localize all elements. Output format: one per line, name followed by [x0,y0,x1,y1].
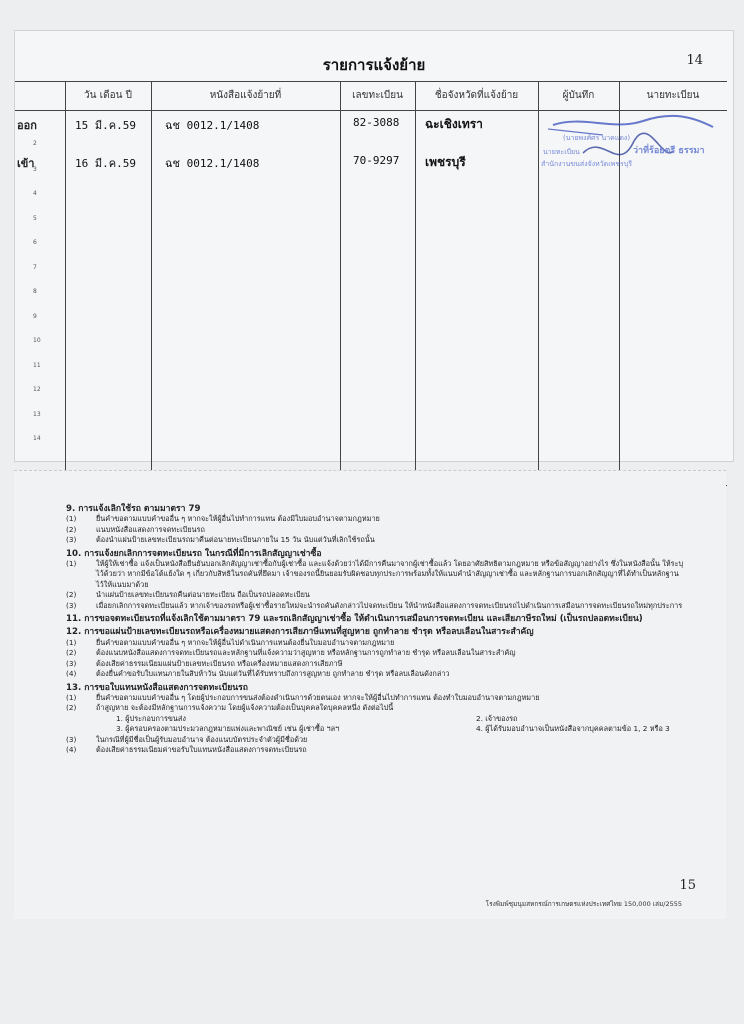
col-divider [151,82,152,485]
row-province: ฉะเชิงเทรา [425,117,483,131]
sub-list-row: 3. ผู้ครอบครองตามประมวลกฎหมายแพ่งและพาณิชย์ เช่น ผู้เช่าซื้อ ฯลฯ 4. ผู้ได้รับมอบอำนาจเป็นหนังสือจากบุคคลตามข้อ 1, 2 หรือ 3 [116,724,670,734]
list-item: (2) นำแผ่นป้ายเลขทะเบียนรถคืนต่อนายทะเบียน ถือเป็นรถปลอดทะเบียน [66,590,310,600]
row-number: 6 [33,239,37,246]
list-item: (1) ยื่นคำขอตามแบบคำขออื่น ๆ หากจะให้ผู้อื่นไปดำเนินการแทนต้องยื่นใบมอบอำนาจตามกฎหมาย [66,637,395,647]
header-date: วัน เดือน ปี [84,90,132,101]
row-number: 9 [33,313,37,320]
row-number: 5 [33,215,37,222]
row-reg: 70-9297 [353,154,400,167]
list-item: (2) ถ้าสูญหาย จะต้องมีหลักฐานการแจ้งความ โดยผู้แจ้งความต้องเป็นบุคคลใดบุคคลหนึ่ง ดังต่อไปนี้ [66,703,394,713]
row-number: 3 [33,166,37,173]
list-item: (4) ต้องเสียค่าธรรมเนียมค่าขอรับใบแทนหนังสือแสดงการจดทะเบียนรถ [66,744,307,754]
top-page [14,30,734,462]
row-number: 8 [33,288,37,295]
row-number: 12 [33,386,41,393]
stamp-name: (นายพงศ์ศร นาคแดง) [563,134,631,142]
stamp-office: สำนักงานขนส่งจังหวัดเพชรบุรี [541,160,632,168]
row-number: 7 [33,264,37,271]
row-number: 4 [33,190,37,197]
row-date: 15 มี.ค.59 [75,119,136,132]
header-divider [15,110,727,111]
list-item: (2) แนบหนังสือแสดงการจดทะเบียนรถ [66,524,205,534]
row-number: 11 [33,362,41,369]
section-title: 11. การขอจดทะเบียนรถที่แจ้งเลิกใช้ตามมาตรา 79 และรถเลิกสัญญาเช่าซื้อ ให้ดำเนินการเสมือนการจดทะเบียน และเสียภาษีรถใหม่ (เป็นรถปลอดทะเบียน) [66,614,643,625]
list-item: (4) ต้องยื่นคำขอรับใบแทนภายในสิบห้าวัน นับแต่วันที่ได้รับทราบถึงการสูญหาย ถูกทำลาย ชำรุด หรือลบเลือนดังกล่าว [66,669,450,679]
list-item: (3) ในกรณีที่ผู้มีชื่อเป็นผู้รับมอบอำนาจ ต้องแนบบัตรประจำตัวผู้มีชื่อด้วย [66,734,308,744]
row-number: 13 [33,411,41,418]
official-stamp [523,113,733,181]
row-number: 14 [33,435,41,442]
list-item: (2) ต้องแนบหนังสือแสดงการจดทะเบียนรถและหลักฐานที่แจ้งความว่าสูญหาย หรือหลักฐานการถูกทำลาย ชำรุด หรือลบเลือนในสาระสำคัญ [66,648,516,658]
header-registrar: นายทะเบียน [646,90,700,101]
section-title: 13. การขอใบแทนหนังสือแสดงการจดทะเบียนรถ [66,682,248,693]
section-title: 9. การแจ้งเลิกใช้รถ ตามมาตรา 79 [66,504,201,514]
row-number: 2 [33,140,37,147]
row-reg: 82-3088 [353,116,400,129]
list-item: (1) ยื่นคำขอตามแบบคำขออื่น ๆ โดยผู้ประกอบการขนส่งต้องดำเนินการด้วยตนเอง หากจะให้ผู้อื่นไปทำการแทน ต้องทำใบมอบอำนาจตามกฎหมาย [66,692,540,702]
page-number-top: 14 [686,53,703,68]
row-number: 10 [33,337,41,344]
list-item: (1) ให้ผู้ให้เช่าซื้อ แจ้งเป็นหนังสือยืนยันบอกเลิกสัญญาเช่าซื้อกับผู้เช่าซื้อ และแจ้งด้วยว่าได้มีการคืนมาจากผู้เช่าซื้อแล้ว โดยอาศัยสิทธิตามกฎหมาย หรือข้อสัญญาอย่างไร ซึ่งในหนังสือนั้น ให้ระบุไว้ด้วยว่า หากมีข้อโต้แย้งใด ๆ เกี่ยวกับสิทธิในรถคันที่ยึดมา เจ้าของรถนี้ยินยอมรับผิดชอบทุกประการพร้อมทั้งให้แนบคำนำสัญญาเช่าซื้อ และหลักฐานการบอกเลิกสัญญาที่ได้ทำเป็นหลักฐานไว้ให้แนบมาด้วย [66,559,684,589]
header-letter: หนังสือแจ้งย้ายที่ [209,90,282,101]
header-province: ชื่อจังหวัดที่แจ้งย้าย [434,90,519,101]
section-title: 10. การแจ้งยกเลิกการจดทะเบียนรถ ในกรณีที่มีการเลิกสัญญาเช่าซื้อ [66,548,322,559]
stamp-role: นายทะเบียน [543,148,580,156]
header-recorder: ผู้บันทึก [562,90,595,101]
page-number-bottom: 15 [679,878,696,893]
page-title: รายการแจ้งย้าย [322,56,426,74]
row-label-in: เข้า [17,157,35,170]
bottom-page [14,470,726,919]
row-letter: ฉช 0012.1/1408 [165,157,260,170]
list-item: (3) ต้องเสียค่าธรรมเนียมแผ่นป้ายเลขทะเบียนรถ หรือเครื่องหมายแสดงการเสียภาษี [66,658,343,668]
col-divider [65,82,66,485]
stamp-officer: ว่าที่ร้อยตรี ธรรมา [633,146,705,156]
row-province: เพชรบุรี [425,155,466,169]
list-item: (1) ยื่นคำขอตามแบบคำขออื่น ๆ หากจะให้ผู้อื่นไปทำการแทน ต้องมีใบมอบอำนาจตามกฎหมาย [66,514,380,524]
sub-list-row: 1. ผู้ประกอบการขนส่ง 2. เจ้าของรถ [116,713,518,723]
row-date: 16 มี.ค.59 [75,157,136,170]
list-item: (3) เมื่อยกเลิกการจดทะเบียนแล้ว หากเจ้าของรถหรือผู้เช่าซื้อรายใหม่จะนำรถคันดังกล่าวไปจดทะเบียน ให้นำหนังสือแสดงการจดทะเบียนรถไปดำเนินการเสมือนการจดทะเบียนรถใหม่ทุกประการ [66,600,683,610]
section-title: 12. การขอแผ่นป้ายเลขทะเบียนรถหรือเครื่องหมายแสดงการเสียภาษีแทนที่สูญหาย ถูกทำลาย ชำรุด หรือลบเลือนในสาระสำคัญ [66,627,534,638]
col-divider [415,82,416,485]
list-item: (3) ต้องนำแผ่นป้ายเลขทะเบียนรถมาคืนต่อนายทะเบียนภายใน 15 วัน นับแต่วันที่เลิกใช้รถนั้น [66,535,375,545]
row-label-out: ออก [17,119,37,132]
regulations-text [66,501,686,755]
row-letter: ฉช 0012.1/1408 [165,119,260,132]
header-reg: เลขทะเบียน [352,90,403,101]
printer-credit: โรงพิมพ์ชุมนุมสหกรณ์การเกษตรแห่งประเทศไทย 150,000 เล่ม/2555 [485,900,682,908]
col-divider [340,82,341,485]
